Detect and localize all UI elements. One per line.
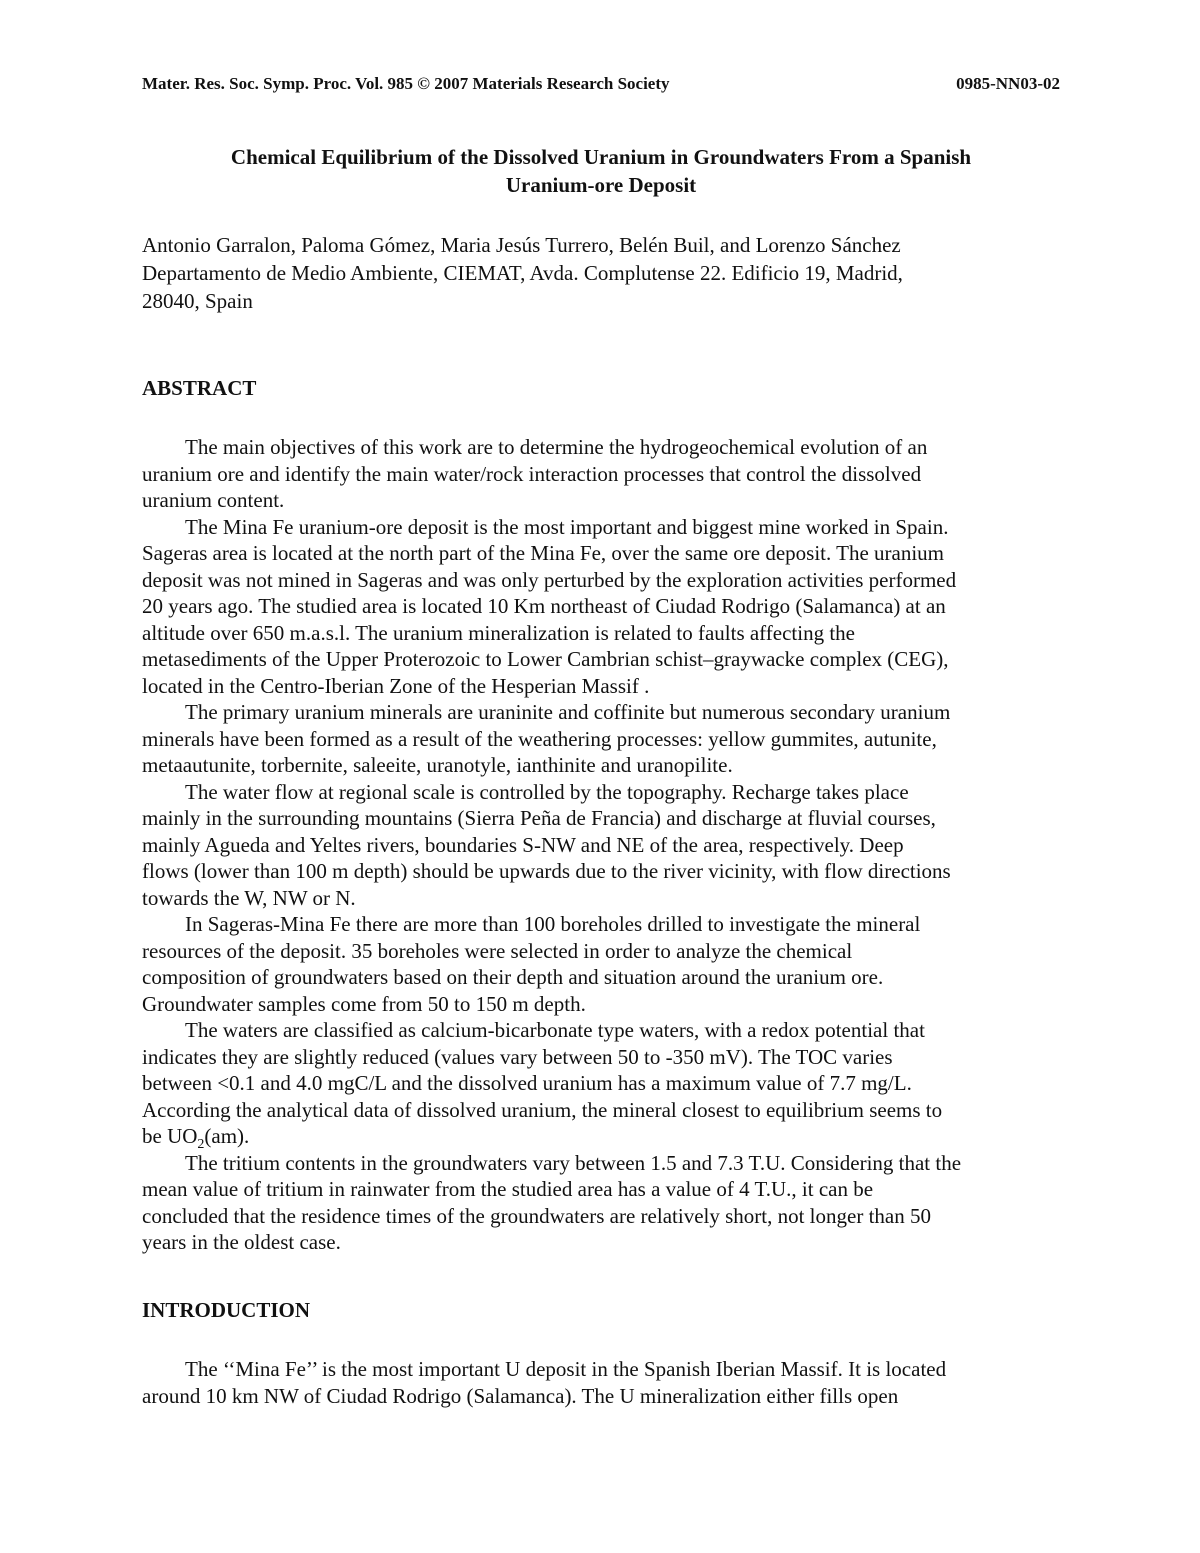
abstract-line: located in the Centro-Iberian Zone of the Hesperian Massif .: [142, 673, 650, 698]
abstract-line: Sageras area is located at the north part of the Mina Fe, over the same ore deposit. The uranium: [142, 541, 945, 565]
abstract-line: The main objectives of this work are to determine the hydrogeochemical evolution of an: [185, 435, 928, 459]
abstract-line: towards the W, NW or N.: [142, 885, 356, 910]
paper-title: [142, 143, 1060, 199]
abstract-line: composition of groundwaters based on their depth and situation around the uranium ore.: [142, 965, 884, 989]
abstract-line: Groundwater samples come from 50 to 150 m depth.: [142, 991, 586, 1016]
uo2-text: be UO: [142, 1124, 198, 1148]
title-line-1: Chemical Equilibrium of the Dissolved Uranium in Groundwaters From a Spanish: [230, 145, 972, 169]
abstract-body: [142, 434, 1060, 1256]
abstract-line: altitude over 650 m.a.s.l. The uranium mineralization is related to faults affecting the: [142, 620, 856, 645]
introduction-line: The ‘‘Mina Fe’’ is the most important U deposit in the Spanish Iberian Massif. It is located: [185, 1357, 947, 1381]
abstract-line: uranium content.: [142, 488, 285, 512]
abstract-line: The primary uranium minerals are uraninite and coffinite but numerous secondary uranium: [185, 700, 951, 724]
abstract-line: mainly Agueda and Yeltes rivers, boundaries S-NW and NE of the area, respectively. Deep: [142, 832, 904, 857]
introduction-body: [142, 1356, 1060, 1409]
abstract-line: uranium ore and identify the main water/rock interaction processes that control the dissolved: [142, 461, 922, 486]
abstract-line: metasediments of the Upper Proterozoic to Lower Cambrian schist–graywacke complex (CEG),: [142, 647, 949, 671]
abstract-line: In Sageras-Mina Fe there are more than 100 boreholes drilled to investigate the mineral: [185, 912, 921, 936]
abstract-heading: ABSTRACT: [142, 376, 257, 400]
abstract-line: The tritium contents in the groundwaters vary between 1.5 and 7.3 T.U. Considering that the: [185, 1150, 962, 1175]
author-block: [142, 231, 1060, 315]
introduction-heading: INTRODUCTION: [142, 1298, 311, 1322]
paper-id: 0985-NN03-02: [956, 74, 1060, 93]
abstract-line: 20 years ago. The studied area is located 10 Km northeast of Ciudad Rodrigo (Salamanca) at an: [142, 594, 946, 618]
abstract-line: minerals have been formed as a result of the weathering processes: yellow gummites, autunite,: [142, 726, 937, 751]
abstract-line: mainly in the surrounding mountains (Sierra Peña de Francia) and discharge at fluvial courses,: [142, 806, 936, 830]
author-names: Antonio Garralon, Paloma Gómez, Maria Jesús Turrero, Belén Buil, and Lorenzo Sánchez: [142, 233, 901, 257]
abstract-line: The waters are classified as calcium-bicarbonate type waters, with a redox potential that: [185, 1018, 925, 1042]
abstract-line: metaautunite, torbernite, saleeite, uranotyle, ianthinite and uranopilite.: [142, 753, 733, 777]
abstract-line: According the analytical data of dissolved uranium, the mineral closest to equilibrium seems to: [142, 1097, 943, 1122]
running-header: [142, 74, 1060, 94]
journal-citation: Mater. Res. Soc. Symp. Proc. Vol. 985 © 2007 Materials Research Society: [142, 74, 670, 93]
abstract-line: flows (lower than 100 m depth) should be upwards due to the river vicinity, with flow directions: [142, 859, 951, 883]
affiliation-line-2: 28040, Spain: [142, 289, 253, 313]
abstract-line: resources of the deposit. 35 boreholes were selected in order to analyze the chemical: [142, 938, 853, 963]
abstract-line-uo2: [142, 1123, 1060, 1153]
abstract-line: The water flow at regional scale is controlled by the topography. Recharge takes place: [185, 779, 909, 804]
abstract-line: mean value of tritium in rainwater from the studied area has a value of 4 T.U., it can be: [142, 1177, 874, 1201]
title-line-2: Uranium-ore Deposit: [505, 173, 697, 197]
abstract-line: concluded that the residence times of the groundwaters are relatively short, not longer than 50: [142, 1203, 931, 1228]
abstract-line: deposit was not mined in Sageras and was only perturbed by the exploration activities performed: [142, 567, 957, 592]
uo2-tail: (am).: [204, 1124, 250, 1148]
introduction-line: around 10 km NW of Ciudad Rodrigo (Salamanca). The U mineralization either fills open: [142, 1383, 899, 1408]
abstract-line: between <0.1 and 4.0 mgC/L and the dissolved uranium has a maximum value of 7.7 mg/L.: [142, 1071, 912, 1095]
affiliation-line-1: Departamento de Medio Ambiente, CIEMAT, Avda. Complutense 22. Edificio 19, Madrid,: [142, 261, 903, 285]
abstract-line: years in the oldest case.: [142, 1230, 341, 1254]
abstract-line: The Mina Fe uranium-ore deposit is the most important and biggest mine worked in Spain.: [185, 514, 949, 539]
abstract-line: indicates they are slightly reduced (values vary between 50 to -350 mV). The TOC varies: [142, 1044, 893, 1069]
uo2-subscript: 2: [197, 1137, 205, 1153]
